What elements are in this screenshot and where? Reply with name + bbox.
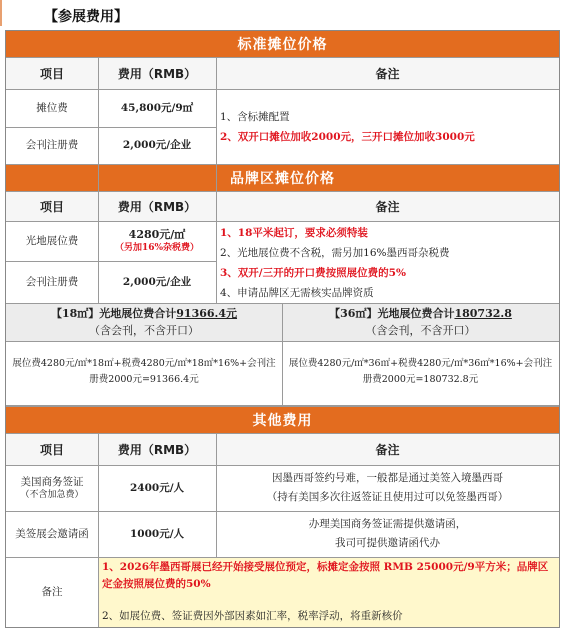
remark-label: 备注 [41,585,63,598]
visa-note-2: （持有美国多次往返签证且使用过可以免签墨西哥） [266,491,509,503]
std-row-booth-item: 摊位费 [36,101,68,114]
col-header-item: 项目 [6,57,98,89]
total-36-prefix: 【36㎡】光地展位费合计 [329,307,455,320]
hline [6,127,216,128]
other-row-visa-item [6,465,98,511]
vline [216,57,217,303]
hline [6,465,559,466]
total-36-sub: （含会刊，不含开口） [365,324,476,337]
std-note-1: 1、含标摊配置 [220,111,290,123]
brand-note-2: 2、光地展位费不含税，需另加16%墨西哥杂税费 [220,247,450,259]
total-18-calc: 展位费4280元/㎡*18㎡+税费4280元/㎡*18㎡*16%+会刊注册费2000元=91366.4元 [12,358,276,385]
invite-note-1: 办理美国商务签证需提供邀请函， [308,518,467,530]
remark-text [102,559,556,625]
other-row-visa-note [216,465,559,511]
total-18-sub: （含会刊，不含开口） [89,324,199,337]
hline [6,261,216,262]
hline [6,164,559,165]
total-36-calc: 展位费4280元/㎡*36㎡+税费4280元/㎡*36㎡*16%+会刊注册费2000元=180732.8元 [288,358,553,385]
visa-note-1: 因墨西哥签约号难，一般都是通过美签入境墨西哥 [272,472,503,484]
col-header-fee: 费用（RMB） [98,57,216,89]
brand-notes [220,223,556,303]
hline [6,557,559,558]
hline [6,433,559,434]
brand-row-land-item: 光地展位费 [25,234,79,247]
band-other: 其他费用 [6,407,559,433]
other-row-invite-item: 美签展会邀请函 [15,527,89,540]
brand-land-fee-value: 4280元/㎡ [128,227,186,241]
col-header-note: 备注 [216,57,559,89]
brand-col-header-note: 备注 [216,191,559,221]
page-title: 【参展费用】 [44,9,128,25]
hline [6,57,559,58]
visa-item-sub: （不含加急费） [20,490,84,501]
remark-1: 1、2026年墨西哥展已经开始接受展位预定，标摊定金按照 RMB 25000元/9平方米；品牌区定金按照展位费的50% [102,561,549,590]
hline [6,191,559,192]
hline [6,221,559,222]
total-18-head [6,305,282,339]
vline [282,303,283,405]
brand-row-catalog-fee: 2,000元/企业 [122,275,192,288]
other-row-invite-fee: 1000元/人 [129,527,185,540]
brand-land-fee-sub: （另加16%杂税费） [114,243,200,254]
vline [98,433,99,627]
other-col-header-item: 项目 [6,433,98,465]
vline [216,433,217,557]
brand-note-1 [220,223,556,243]
visa-item-label: 美国商务签证 [20,475,84,488]
total-18-value: 91366.4元 [176,307,238,320]
band-standard: 标准摊位价格 [6,31,559,57]
hline [6,511,559,512]
std-row-catalog-item: 会刊注册费 [25,138,79,151]
band-brand: 品牌区摊位价格 [6,165,559,191]
remark-2: 2、如展位费、签证费因外部因素如汇率，税率浮动，将重新核价 [102,610,403,622]
hline [6,405,559,407]
brand-col-header-fee: 费用（RMB） [98,191,216,221]
total-18-prefix: 【18㎡】光地展位费合计 [50,307,177,320]
brand-row-catalog-item: 会刊注册费 [25,275,79,288]
std-row-catalog-fee: 2,000元/企业 [122,138,192,151]
brand-col-header-item: 项目 [6,191,98,221]
other-row-invite-note [216,511,559,557]
brand-note-3: 3、双开/三开的开口费按照展位费的5% [220,267,406,279]
fee-table [5,30,560,628]
other-col-header-fee: 费用（RMB） [98,433,216,465]
std-note-2: 2、双开口摊位加收2000元，三开口摊位加收3000元 [220,131,475,143]
std-notes [220,107,556,147]
brand-note-1-text: 1、18平米起订，要求必须特装 [220,227,368,239]
total-36-value: 180732.8 [454,307,512,320]
std-row-booth-fee: 45,800元/9㎡ [120,101,194,114]
other-col-header-note: 备注 [216,433,559,465]
other-row-visa-fee: 2400元/人 [129,481,185,494]
brand-row-land-fee [98,221,216,261]
brand-note-4: 4、申请品牌区无需核实品牌资质 [220,287,374,299]
hline [6,89,559,90]
vline [98,57,99,303]
total-36-head [282,305,559,339]
left-accent-bar [0,0,2,26]
invite-note-2: 我司可提供邀请函代办 [335,537,440,549]
